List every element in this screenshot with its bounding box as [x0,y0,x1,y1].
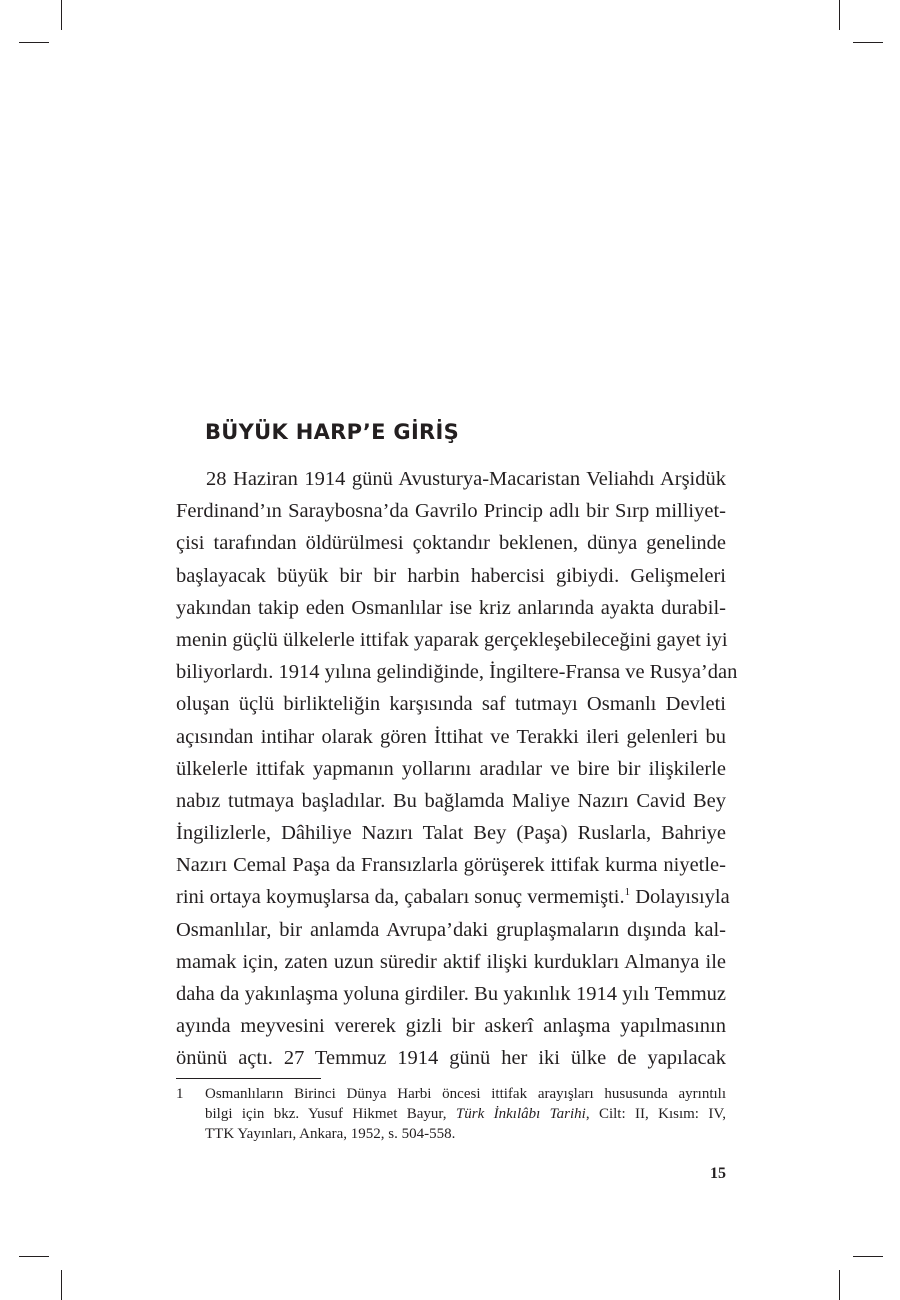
crop-mark-bottom-right-horizontal [853,1256,883,1257]
body-line: çisi tarafından öldürülmesi çoktandır beklenen, dünya genelinde [176,532,726,555]
footnote-body [205,1084,726,1144]
body-line: 28 Haziran 1914 günü Avusturya-Macaristan Veliahdı Arşidük [206,468,726,490]
body-line: Nazırı Cemal Paşa da Fransızlarla görüşerek ittifak kurma niyetle- [176,854,726,877]
body-line: nabız tutmaya başladılar. Bu bağlamda Maliye Nazırı Cavid Bey [176,789,726,812]
crop-mark-top-right-vertical [839,0,840,30]
body-paragraph [176,463,738,1075]
crop-mark-top-right-horizontal [853,42,883,43]
footnote-reference[interactable]: 1 [624,886,631,899]
crop-mark-bottom-left-horizontal [19,1256,49,1257]
footnote-text-segment: bilgi için bkz. Yusuf Hikmet Bayur, [205,1106,456,1122]
body-line: ayında meyvesini vererek gizli bir askerî anlaşma yapılmasının [176,1015,726,1038]
body-line: Osmanlılar, bir anlamda Avrupa’daki gruplaşmaların dışında kal- [176,918,726,941]
body-line: başlayacak büyük bir bir harbin habercisi gibiydi. Gelişmeleri [176,564,726,587]
body-line-with-footnote-ref [176,881,730,913]
crop-mark-top-left-horizontal [19,42,49,43]
footnote-line: Osmanlıların Birinci Dünya Harbi öncesi ittifak arayışları hususunda ayrıntılı [205,1086,726,1102]
crop-mark-bottom-right-vertical [839,1270,840,1300]
footnote-separator [176,1078,321,1079]
body-line: ülkelerle ittifak yapmanın yollarını aradılar ve bire bir ilişkilerle [176,757,726,780]
body-line: oluşan üçlü birlikteliğin karşısında saf tutmayı Osmanlı Devleti [176,693,726,716]
footnote-line [205,1104,726,1124]
body-line: menin güçlü ülkelerle ittifak yaparak gerçekleşebileceğini gayet iyi [176,628,728,651]
body-line: İngilizlerle, Dâhiliye Nazırı Talat Bey (Paşa) Ruslarla, Bahriye [176,822,726,845]
body-line: daha da yakınlaşma yoluna girdiler. Bu yakınlık 1914 yılı Temmuz [176,983,726,1005]
body-line: biliyorlardı. 1914 yılına gelindiğinde, İngiltere-Fransa ve Rusya’dan [176,661,738,684]
body-line: önünü açtı. 27 Temmuz 1914 günü her iki ülke de yapılacak [176,1047,726,1070]
body-text-segment: rini ortaya koymuşlarsa da, çabaları sonuç vermemişti. [176,886,625,909]
footnote [176,1084,726,1144]
body-line: yakından takip eden Osmanlılar ise kriz anlarında ayakta durabil- [176,596,726,619]
chapter-heading: BÜYÜK HARP’E GİRİŞ [205,420,460,444]
footnote-number: 1 [176,1086,184,1102]
page-number: 15 [710,1165,726,1182]
crop-mark-top-left-vertical [61,0,62,30]
crop-mark-bottom-left-vertical [61,1270,62,1300]
body-line: açısından intihar olarak gören İttihat ve Terakki ileri gelenleri bu [176,725,726,748]
footnote-text-segment: , Cilt: II, Kısım: IV, [585,1106,726,1122]
footnote-book-title: Türk İnkılâbı Tarihi [455,1106,586,1122]
body-line: Ferdinand’ın Saraybosna’da Gavrilo Princip adlı bir Sırp milliyet- [176,500,726,523]
body-text-segment: Dolayısıyla [630,886,730,909]
body-line: mamak için, zaten uzun süredir aktif ilişki kurdukları Almanya ile [176,950,726,973]
footnote-line: TTK Yayınları, Ankara, 1952, s. 504-558. [205,1126,456,1142]
